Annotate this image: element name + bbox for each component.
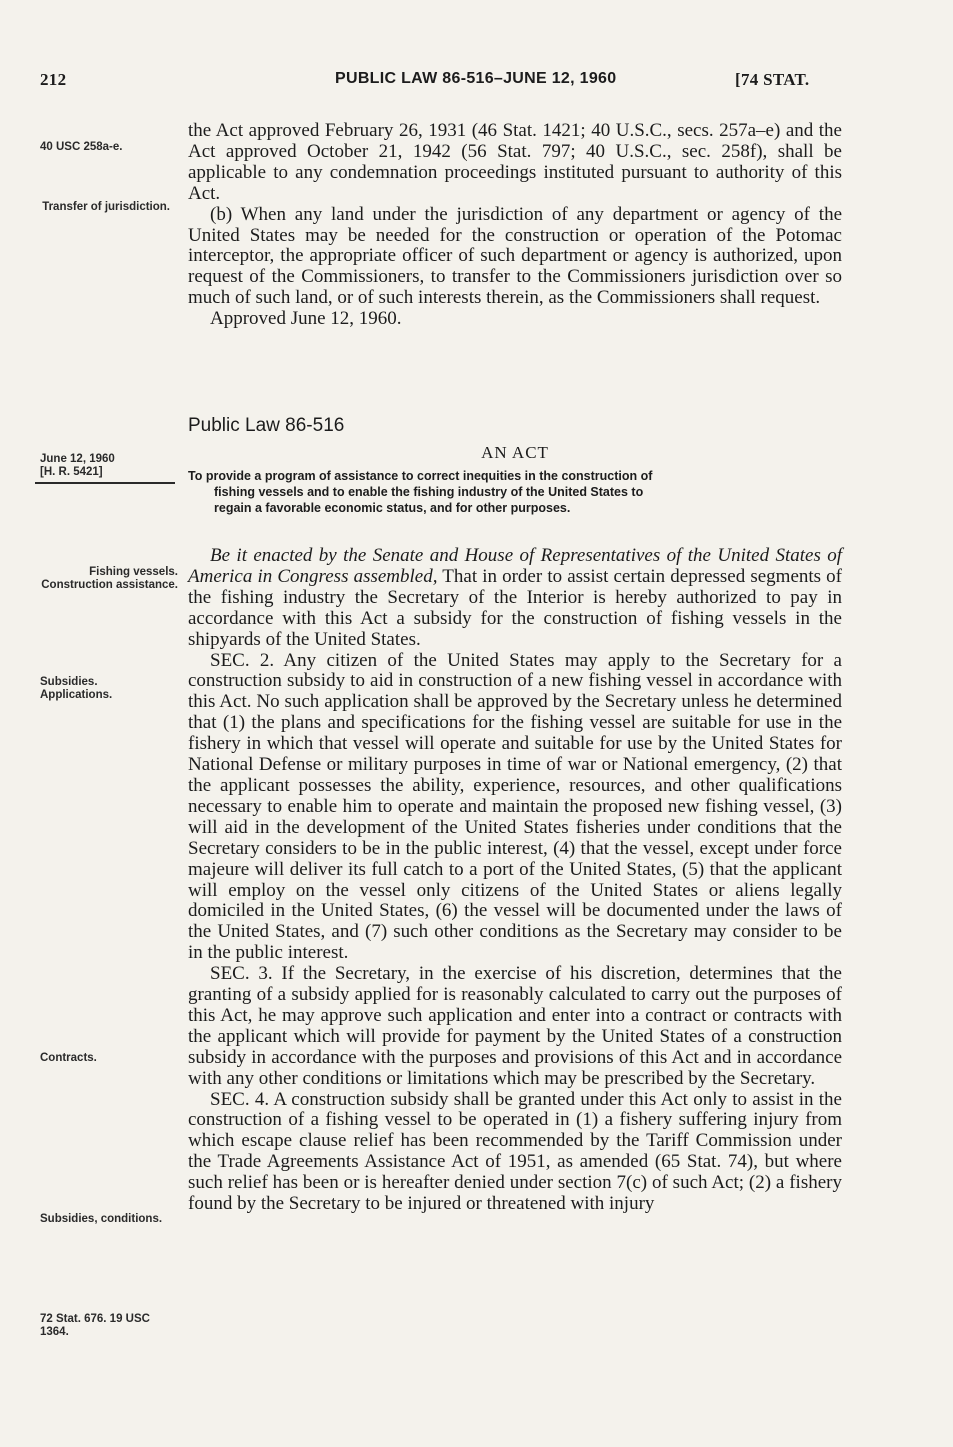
section-a-body [188, 121, 842, 330]
page-number: 212 [40, 70, 67, 89]
section-a-continuation: the Act approved February 26, 1931 (46 Stat. 1421; 40 U.S.C., secs. 257a–e) and the Act approved October 21, 1942 (56 Stat. 797; 40 U.S.C., sec. 258f), shall be applicable to any condemnation proceedings instituted pursuant to authority of this Act. [188, 120, 842, 204]
section-2: SEC. 2. Any citizen of the United States may apply to the Secretary for a construction subsidy to aid in construction of a new fishing vessel in accordance with this Act. No such application shall be approved by the Secretary unless he determined that (1) the plans and specifications for the fishing vessel are suitable for use in the fishery in which that vessel will operate and suitable for use by the United States for National Defense or military purposes in time of war or National emergency, (2) that the applicant possesses the ability, experience, resources, and other qualifications necessary to enable him to operate and maintain the proposed new fishing vessel, (3) will aid in the development of the United States fisheries under conditions that the Secretary considers to be in the public interest, (4) that the vessel, except under force majeure will deliver its full catch to a port of the United States, (5) that the applicant will employ on the vessel only citizens of the United States or aliens legally domiciled in the United States, (6) the vessel will be documented under the laws of the United States, and (7) such other conditions as the Secretary may consider to be in the public interest. [188, 649, 842, 964]
margin-note-usc: 40 USC 258a-e. [40, 141, 123, 153]
margin-note-subsidies-applications: Subsidies. Applications. [40, 676, 113, 701]
approval-line: Approved June 12, 1960. [210, 308, 402, 330]
margin-note-contracts: Contracts. [40, 1052, 97, 1064]
act-heading: AN ACT [481, 443, 549, 462]
act-body [188, 546, 842, 1215]
enacting-formula: Be it enacted by the Senate and House of Representatives of the United States of America in Congress assembled, [188, 545, 842, 587]
paragraph-b: (b) When any land under the jurisdiction of any department or agency of the United States may be needed for the construction or operation of the Potomac interceptor, the appropriate officer of such department or agency is authorized, upon request of the Commissioners, to transfer to the Commissioners jurisdiction over so much of such land, or of such interests therein, as the Commissioners shall request. [188, 203, 842, 309]
enacting-text: That in order to assist certain depressed segments of the fishing industry the Secretary of the Interior is hereby authorized to pay in accordance with this Act a subsidy for the construction of fishing vessels in the shipyards of the United States. [188, 565, 842, 650]
margin-note-hr: [H. R. 5421] [40, 466, 103, 478]
margin-note-subsidies-conditions: Subsidies, conditions. [40, 1213, 163, 1225]
margin-note-date: June 12, 1960 [40, 453, 115, 465]
running-title: PUBLIC LAW 86-516–JUNE 12, 1960 [335, 70, 617, 87]
public-law-title: Public Law 86-516 [188, 415, 345, 436]
section-3: SEC. 3. If the Secretary, in the exercise of his discretion, determines that the granting of a subsidy applied for is reasonably calculated to carry out the purposes of this Act, he may approve such application and enter into a contract or contracts with the applicant which will provide for payment by the United States of a construction subsidy in accordance with the purposes and provisions of this Act and in accordance with any other conditions or limitations which may be prescribed by the Secretary. [188, 963, 842, 1089]
act-purpose [188, 468, 842, 516]
section-4: SEC. 4. A construction subsidy shall be granted under this Act only to assist in the construction of a fishing vessel to be operated in (1) a fishery suffering injury from which escape clause relief has been recommended by the Tariff Commission under the Trade Agreements Assistance Act of 1951, as amended (65 Stat. 74), but where such relief has been or is hereafter denied under section 7(c) of such Act; (2) a fishery found by the Secretary to be injured or threatened with injury [188, 1088, 842, 1215]
purpose-line-1: To provide a program of assistance to correct inequities in the construction of [188, 469, 653, 483]
margin-note-fishing-vessels: Fishing vessels. Construction assistance. [41, 566, 178, 591]
purpose-line-3: regain a favorable economic status, and for other purposes. [214, 501, 571, 515]
purpose-line-2: fishing vessels and to enable the fishing industry of the United States to [214, 485, 644, 499]
volume-reference: [74 STAT. [735, 70, 810, 89]
enacting-clause [188, 546, 842, 651]
margin-rule [35, 482, 175, 484]
margin-note-transfer: Transfer of jurisdiction. [42, 201, 170, 213]
margin-note-stat-ref: 72 Stat. 676. 19 USC 1364. [40, 1313, 150, 1338]
